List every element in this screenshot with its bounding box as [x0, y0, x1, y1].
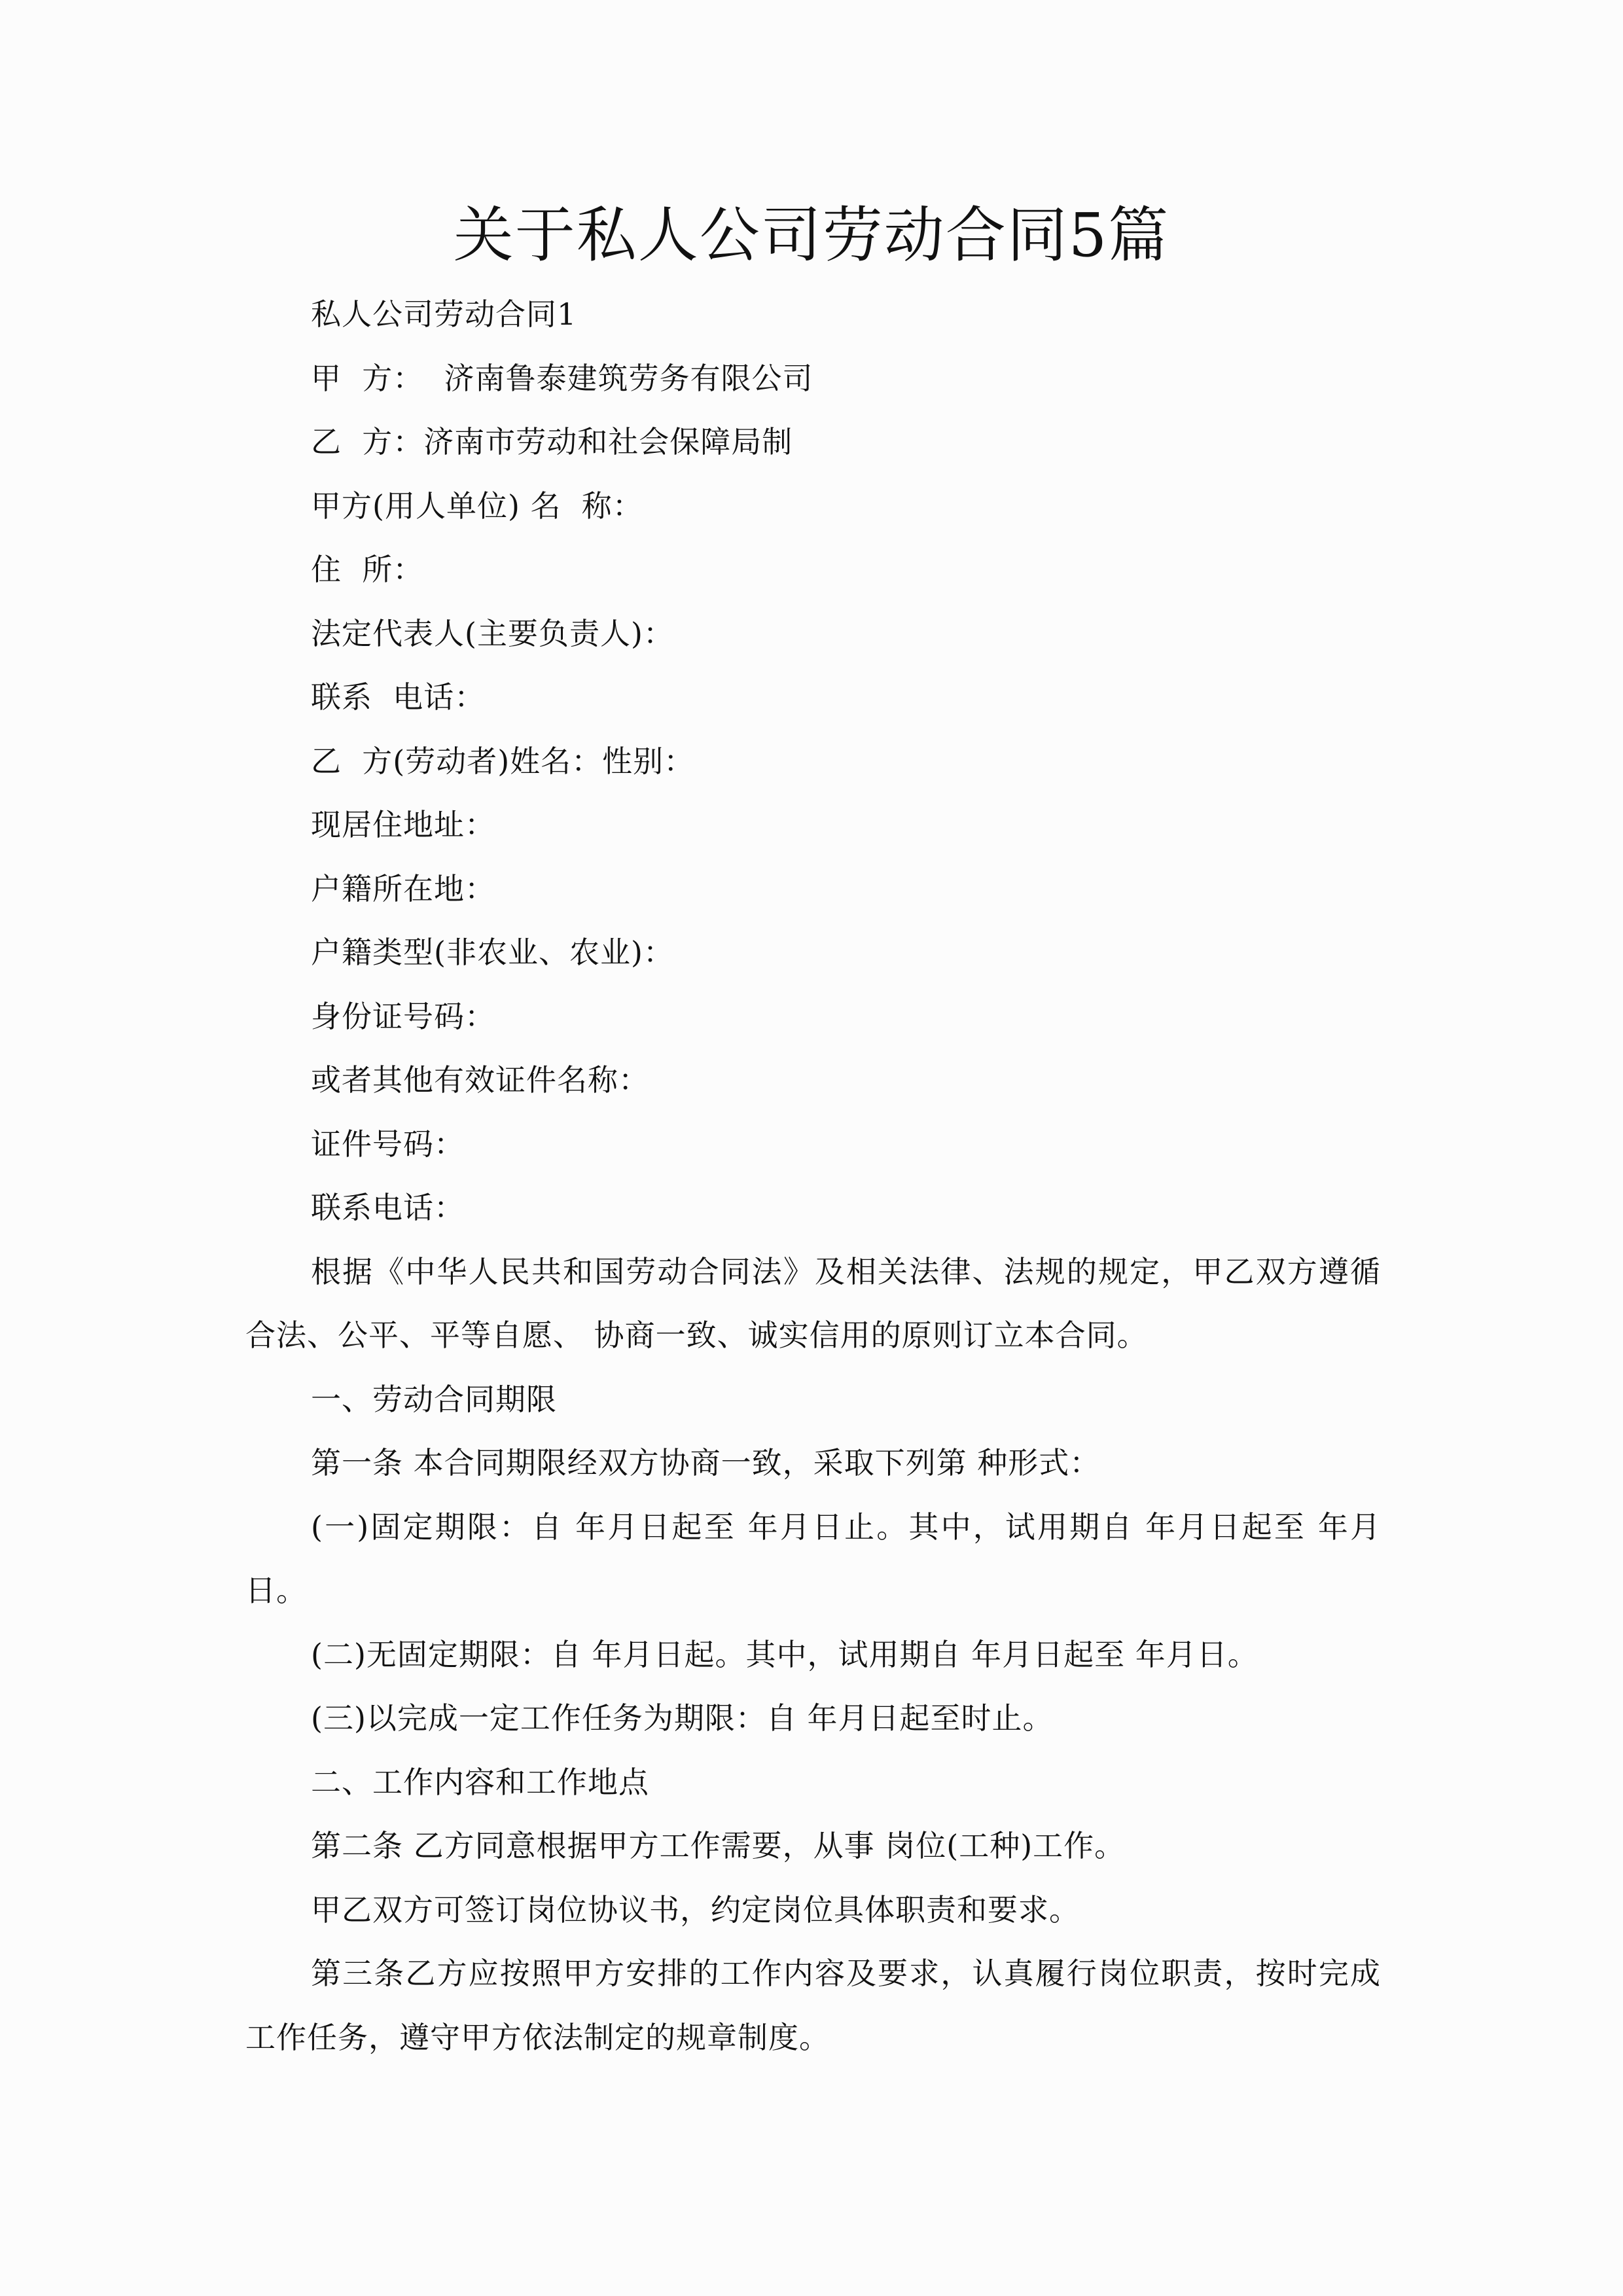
employer-address-field: 住 所：	[311, 552, 424, 587]
preamble-paragraph: 根据《中华人民共和国劳动合同法》及相关法律、法规的规定，甲乙双方遵循合法、公平、平等自愿、 协商一致、诚实信用的原则订立本合同。	[245, 1253, 1381, 1353]
party-b-line: 乙 方：济南市劳动和社会保障局制	[311, 424, 793, 459]
id-number-field: 身份证号码：	[311, 998, 495, 1034]
other-id-number-field: 证件号码：	[311, 1126, 465, 1162]
document-body	[245, 283, 1381, 2070]
section-heading-work-content: 二、工作内容和工作地点	[311, 1764, 649, 1800]
other-id-name-field: 或者其他有效证件名称：	[311, 1062, 649, 1098]
party-a-line: 甲 方： 济南鲁泰建筑劳务有限公司	[311, 360, 813, 396]
document-title: 关于私人公司劳动合同5篇	[453, 200, 1170, 270]
contract-subtitle: 私人公司劳动合同1	[311, 296, 577, 332]
household-type-field: 户籍类型(非农业、农业)：	[311, 935, 674, 970]
article-1-open-term: (二)无固定期限：自 年月日起。其中，试用期自 年月日起至 年月日。	[311, 1636, 1258, 1672]
article-2-paragraph: 第二条 乙方同意根据甲方工作需要，从事 岗位(工种)工作。	[311, 1828, 1126, 1863]
section-heading-contract-term: 一、劳动合同期限	[311, 1381, 557, 1417]
legal-representative-field: 法定代表人(主要负责人)：	[311, 615, 674, 651]
employee-name-gender-field: 乙 方(劳动者)姓名：性别：	[311, 743, 695, 779]
article-1-fixed-term: (一)固定期限：自 年月日起至 年月日止。其中，试用期自 年月日起至 年月日。	[245, 1509, 1381, 1608]
household-location-field: 户籍所在地：	[311, 870, 495, 906]
article-1-task-term: (三)以完成一定工作任务为期限：自 年月日起至时止。	[311, 1700, 1054, 1736]
article-2-note: 甲乙双方可签订岗位协议书，约定岗位具体职责和要求。	[311, 1892, 1080, 1928]
article-3-paragraph: 第三条乙方应按照甲方安排的工作内容及要求，认真履行岗位职责，按时完成工作任务，遵守甲方依法制定的规章制度。	[245, 1956, 1381, 2055]
employer-phone-field: 联系 电话：	[311, 679, 486, 715]
article-1-paragraph: 第一条 本合同期限经双方协商一致，采取下列第 种形式：	[311, 1445, 1101, 1480]
current-address-field: 现居住地址：	[311, 807, 495, 842]
employer-name-field: 甲方(用人单位) 名 称：	[311, 488, 643, 524]
employee-phone-field: 联系电话：	[311, 1190, 465, 1225]
